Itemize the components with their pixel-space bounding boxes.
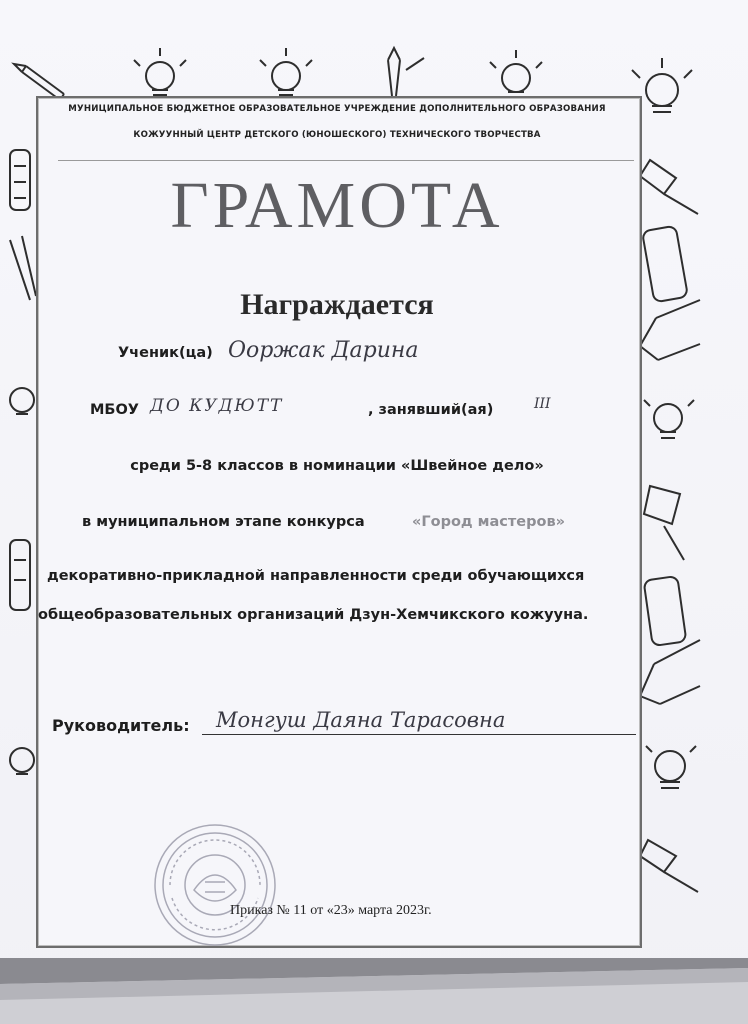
push-pin-icon — [640, 840, 698, 892]
official-stamp — [150, 820, 280, 950]
header-divider — [58, 160, 634, 161]
push-pin-icon — [640, 160, 698, 214]
student-label: Ученик(ца) — [118, 345, 213, 361]
direction-line: декоративно-прикладной направленности среди обучающихся — [47, 568, 585, 584]
contest-line-prefix: в муниципальном этапе конкурса — [82, 514, 365, 530]
nomination-line: среди 5-8 классов в номинации «Швейное дело» — [130, 458, 544, 474]
certificate-title: ГРАМОТА — [170, 169, 504, 242]
school-label: МБОУ — [90, 402, 139, 418]
place-label: , занявший(ая) — [368, 402, 494, 418]
pencil-icon — [10, 236, 36, 300]
lightbulb-icon — [646, 746, 696, 788]
institution-line-1: МУНИЦИПАЛЬНОЕ БЮДЖЕТНОЕ ОБРАЗОВАТЕЛЬНОЕ УЧРЕЖДЕНИЕ ДОПОЛНИТЕЛЬНОГО ОБРАЗОВАНИЯ — [68, 104, 606, 114]
leader-signature-line — [202, 734, 636, 735]
glue-stick-icon — [642, 226, 688, 303]
organizations-line: общеобразовательных организаций Дзун-Хемчикского кожууна. — [38, 607, 589, 623]
bottom-band — [0, 944, 748, 1024]
pencil-icon — [388, 48, 424, 96]
school-name-handwritten: ДО КУДЮТТ — [150, 396, 284, 416]
lightbulb-icon — [644, 400, 694, 438]
place-handwritten: III — [534, 396, 551, 412]
student-name-handwritten: Ооржак Дарина — [228, 338, 419, 363]
lightbulb-icon — [10, 748, 34, 774]
glue-stick-icon — [10, 540, 30, 610]
glue-tube-icon — [640, 640, 700, 704]
lightbulb-icon — [490, 50, 542, 97]
lightbulb-icon — [134, 48, 186, 95]
glue-tube-icon — [640, 300, 700, 360]
leader-name-handwritten: Монгуш Даяна Тарасовна — [216, 708, 506, 732]
lightbulb-icon — [260, 48, 312, 95]
push-pin-icon — [644, 486, 684, 560]
awarded-heading: Награждается — [240, 288, 434, 321]
glue-stick-icon — [644, 576, 687, 646]
pencil-icon — [14, 64, 64, 100]
leader-label: Руководитель: — [52, 716, 190, 735]
order-reference: Приказ № 11 от «23» марта 2023г. — [230, 903, 432, 918]
contest-name: «Город мастеров» — [412, 514, 566, 530]
institution-line-2: КОЖУУННЫЙ ЦЕНТР ДЕТСКОГО (ЮНОШЕСКОГО) ТЕХНИЧЕСКОГО ТВОРЧЕСТВА — [133, 130, 541, 140]
glue-stick-icon — [10, 150, 30, 210]
lightbulb-icon — [10, 388, 34, 414]
